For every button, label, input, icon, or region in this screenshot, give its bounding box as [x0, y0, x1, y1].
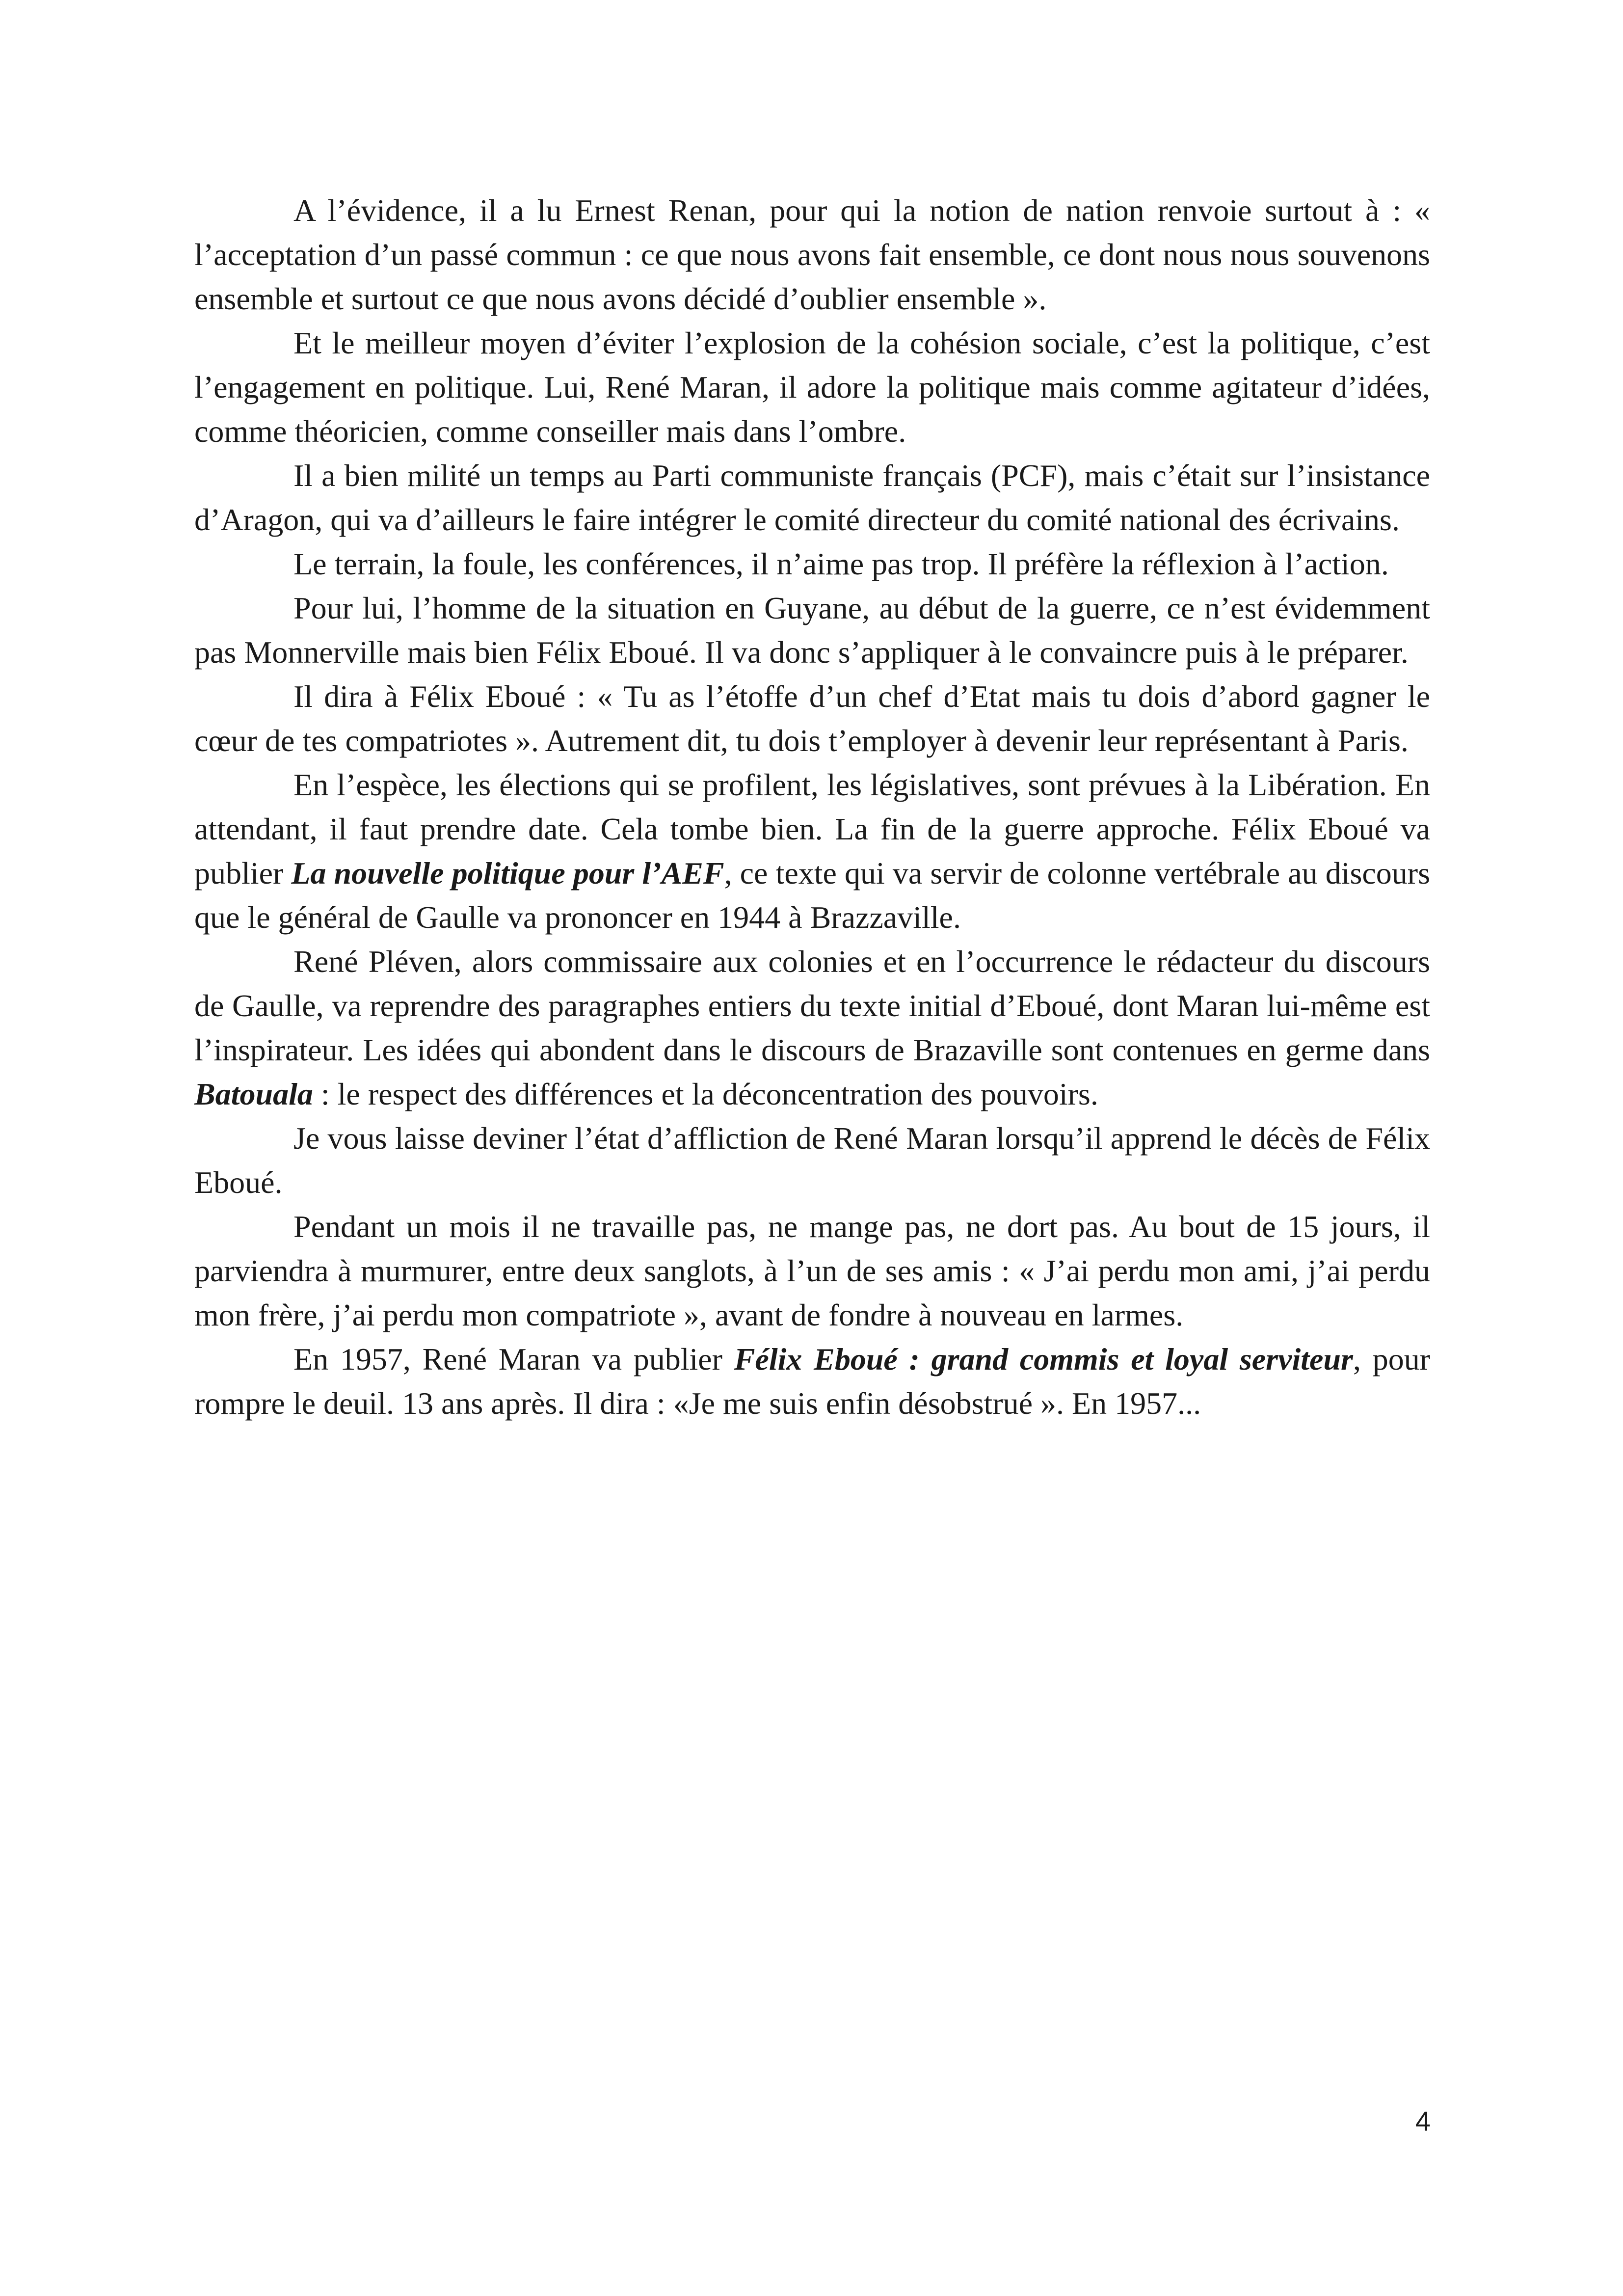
- text-run: Je vous laisse deviner l’état d’affliction de René Maran lorsqu’il apprend le décès de Félix Eboué.: [194, 1121, 1430, 1200]
- text-run: A l’évidence, il a lu Ernest Renan, pour qui la notion de nation renvoie surtout à : « l’acceptation d’un passé commun : ce que nous avons fait ensemble, ce dont nous nous souvenons ensemble et surtout ce que nous avons décidé d’oublier ensemble ».: [194, 193, 1430, 316]
- paragraph: [194, 321, 1430, 454]
- paragraph: [194, 763, 1430, 940]
- paragraph: [194, 454, 1430, 542]
- book-title: Batouala: [194, 1077, 313, 1111]
- text-run: En l’espèce, les élections qui se profilent, les législatives, sont prévues à la Libération. En attendant, il faut prendre date. Cela tombe bien. La fin de la guerre approche. Félix Eboué va publier: [194, 767, 1430, 891]
- paragraph: [194, 1205, 1430, 1337]
- paragraph: [194, 586, 1430, 675]
- book-title: La nouvelle politique pour l’AEF: [291, 856, 724, 891]
- text-run: Il a bien milité un temps au Parti communiste français (PCF), mais c’était sur l’insistance d’Aragon, qui va d’ailleurs le faire intégrer le comité directeur du comité national des écrivains.: [194, 458, 1430, 537]
- text-run: Il dira à Félix Eboué : « Tu as l’étoffe d’un chef d’Etat mais tu dois d’abord gagner le cœur de tes compatriotes ». Autrement dit, tu dois t’employer à devenir leur représentant à Paris.: [194, 679, 1430, 758]
- text-run: En 1957, René Maran va publier: [293, 1342, 734, 1377]
- text-run: René Pléven, alors commissaire aux colonies et en l’occurrence le rédacteur du discours de Gaulle, va reprendre des paragraphes entiers du texte initial d’Eboué, dont Maran lui-même est l’inspirateur. Les idées qui abondent dans le discours de Brazaville sont contenues en germe dans: [194, 944, 1430, 1067]
- page-number: 4: [1415, 2106, 1431, 2136]
- text-run: Le terrain, la foule, les conférences, il n’aime pas trop. Il préfère la réflexion à l’action.: [293, 546, 1389, 581]
- paragraph: [194, 940, 1430, 1116]
- paragraph: [194, 675, 1430, 763]
- text-run: : le respect des différences et la déconcentration des pouvoirs.: [313, 1077, 1098, 1111]
- paragraph: [194, 1116, 1430, 1205]
- paragraph: [194, 189, 1430, 321]
- text-run: , ce texte qui va servir de colonne vertébrale au discours que le général de Gaulle va prononcer en 1944 à Brazzaville.: [194, 856, 1431, 935]
- text-run: Et le meilleur moyen d’éviter l’explosion de la cohésion sociale, c’est la politique, c’est l’engagement en politique. Lui, René Maran, il adore la politique mais comme agitateur d’idées, comme théoricien, comme conseiller mais dans l’ombre.: [194, 325, 1430, 449]
- paragraph: [194, 1337, 1430, 1426]
- paragraph: [194, 542, 1430, 586]
- body-text: [194, 189, 1430, 1426]
- text-run: , pour rompre le deuil. 13 ans après. Il dira : «Je me suis enfin désobstrué ». En 1957...: [194, 1342, 1431, 1421]
- text-run: Pendant un mois il ne travaille pas, ne mange pas, ne dort pas. Au bout de 15 jours, il parviendra à murmurer, entre deux sanglots, à l’un de ses amis : « J’ai perdu mon ami, j’ai perdu mon frère, j’ai perdu mon compatriote », avant de fondre à nouveau en larmes.: [194, 1209, 1430, 1332]
- book-title: Félix Eboué : grand commis et loyal serviteur: [734, 1342, 1353, 1377]
- text-run: Pour lui, l’homme de la situation en Guyane, au début de la guerre, ce n’est évidemment pas Monnerville mais bien Félix Eboué. Il va donc s’appliquer à le convaincre puis à le préparer.: [194, 591, 1430, 670]
